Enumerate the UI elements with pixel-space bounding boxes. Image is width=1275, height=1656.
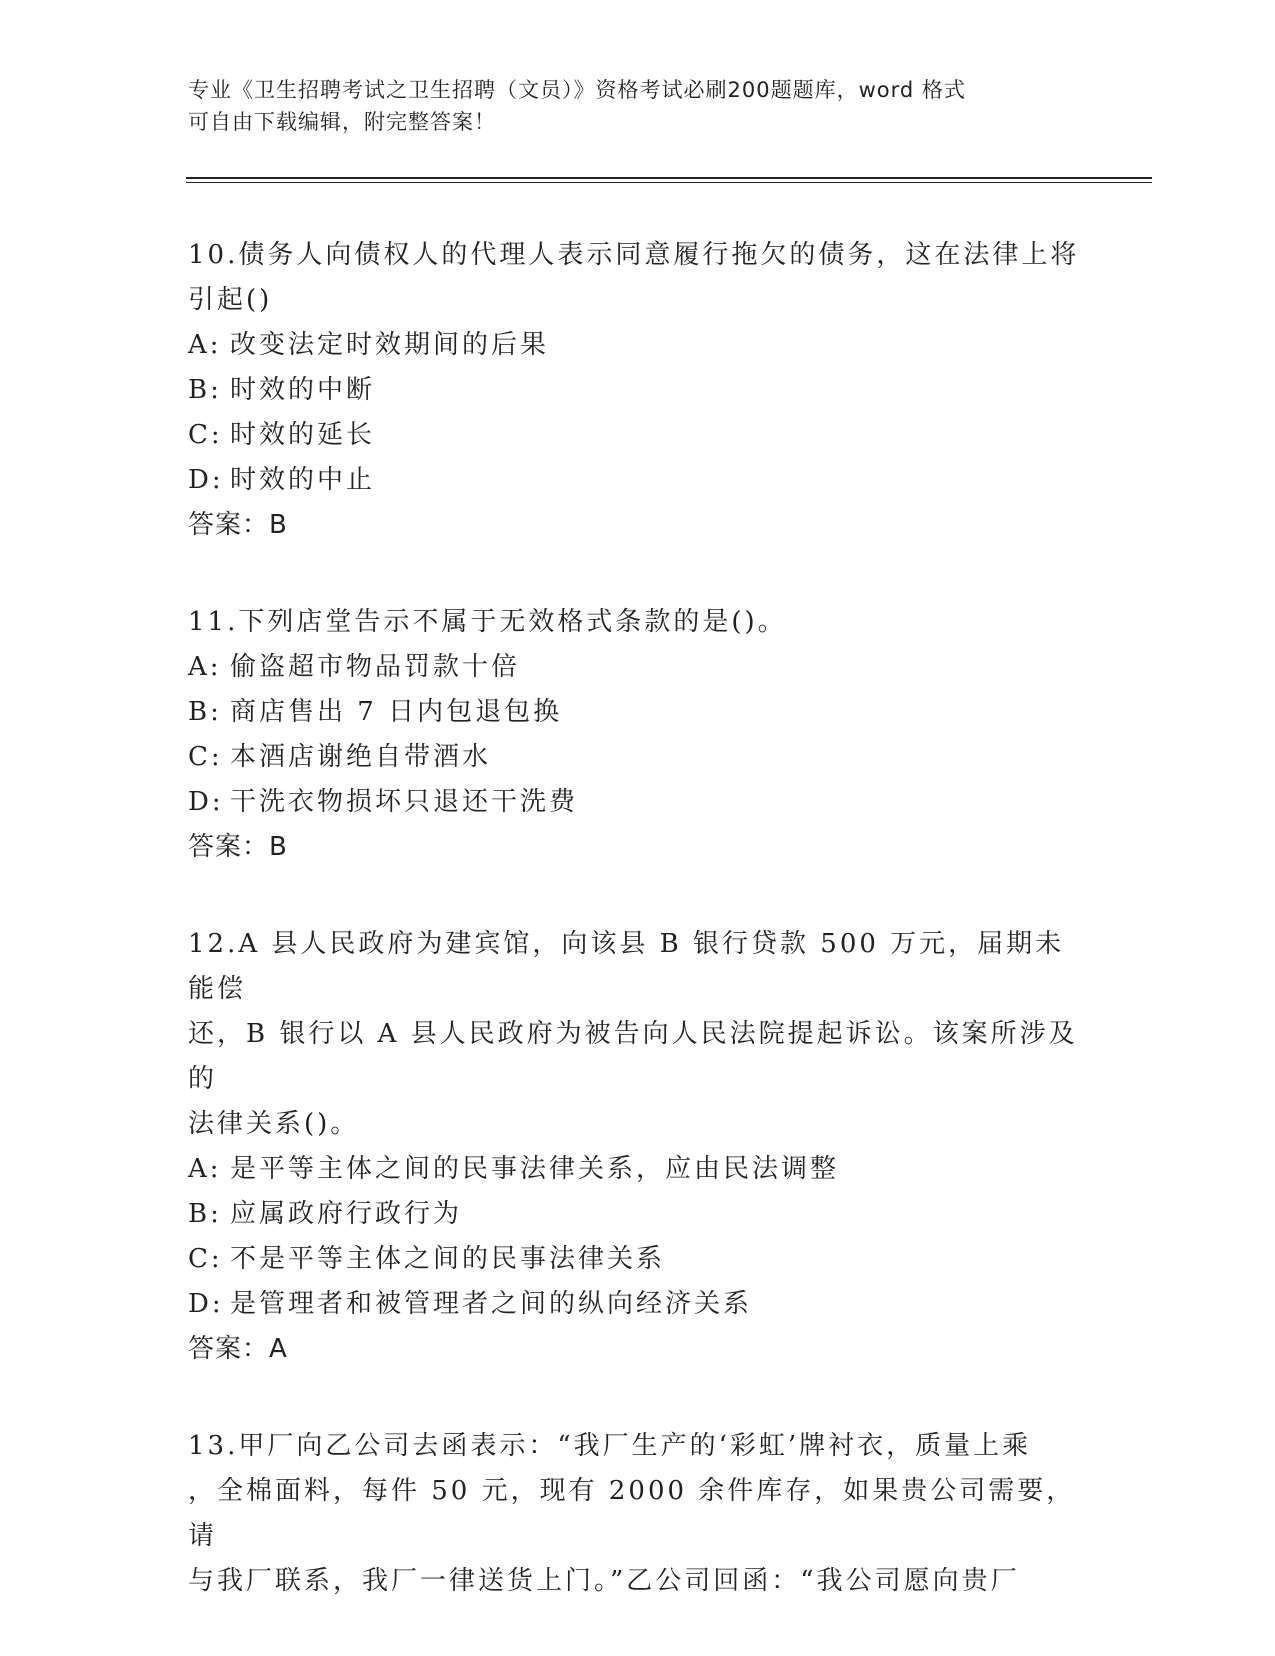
- option-text: 时效的中止: [230, 465, 376, 495]
- stem-line: ，全棉面料，每件 50 元，现有 2000 余件库存，如果贵公司需要，请: [188, 1476, 1076, 1551]
- option-c: [188, 413, 1088, 458]
- question-11: [188, 600, 1088, 870]
- option-text: 商店售出 7 日内包退包换: [230, 697, 563, 727]
- question-stem: [188, 600, 1088, 645]
- option-text: 是平等主体之间的民事法律关系，应由民法调整: [230, 1154, 840, 1184]
- option-b: [188, 368, 1088, 413]
- stem-line: 11.下列店堂告示不属于无效格式条款的是()。: [188, 607, 787, 637]
- option-letter: B:: [188, 1199, 222, 1229]
- question-stem: [188, 233, 1088, 323]
- option-letter: A:: [188, 330, 222, 360]
- option-text: 是管理者和被管理者之间的纵向经济关系: [230, 1289, 753, 1319]
- question-list: [188, 233, 1088, 1656]
- option-letter: A:: [188, 1154, 222, 1184]
- question-12: [188, 922, 1088, 1372]
- stem-line: 10.债务人向债权人的代理人表示同意履行拖欠的债务，这在法律上将: [188, 240, 1080, 270]
- question-10: [188, 233, 1088, 548]
- option-letter: C:: [188, 742, 223, 772]
- answer-line: 答案：B: [188, 832, 288, 862]
- stem-line: 引起(): [188, 285, 273, 315]
- option-letter: D:: [188, 465, 224, 495]
- option-d: [188, 458, 1088, 503]
- option-letter: D:: [188, 1289, 224, 1319]
- option-text: 干洗衣物损坏只退还干洗费: [230, 787, 579, 817]
- stem-line: 13.甲厂向乙公司去函表示：“我厂生产的‘彩虹’牌衬衣，质量上乘: [188, 1431, 1032, 1461]
- stem-line: 还，B 银行以 A 县人民政府为被告向人民法院提起诉讼。该案所涉及的: [188, 1019, 1078, 1094]
- option-a: [188, 323, 1088, 368]
- stem-line: 12.A 县人民政府为建宾馆，向该县 B 银行贷款 500 万元，届期未能偿: [188, 929, 1065, 1004]
- option-d: [188, 1282, 1088, 1327]
- answer-line: 答案：B: [188, 510, 288, 540]
- header-divider-thin: [186, 182, 1152, 183]
- header-divider-thick: [186, 177, 1152, 179]
- option-text: 不是平等主体之间的民事法律关系: [230, 1244, 666, 1274]
- option-text: 应属政府行政行为: [230, 1199, 463, 1229]
- option-text: 时效的中断: [230, 375, 376, 405]
- option-letter: B:: [188, 697, 222, 727]
- stem-line: 法律关系()。: [188, 1109, 360, 1139]
- option-b: [188, 690, 1088, 735]
- option-a: [188, 1147, 1088, 1192]
- option-letter: B:: [188, 375, 222, 405]
- option-c: [188, 735, 1088, 780]
- option-text: 时效的延长: [230, 420, 376, 450]
- option-letter: D:: [188, 787, 224, 817]
- option-b: [188, 1192, 1088, 1237]
- option-text: 偷盗超市物品罚款十倍: [230, 652, 521, 682]
- question-13: [188, 1424, 1088, 1604]
- option-d: [188, 780, 1088, 825]
- option-letter: C:: [188, 1244, 223, 1274]
- option-text: 改变法定时效期间的后果: [230, 330, 550, 360]
- stem-line: 与我厂联系，我厂一律送货上门。”乙公司回函：“我公司愿向贵厂: [188, 1566, 1020, 1596]
- option-letter: C:: [188, 420, 223, 450]
- option-c: [188, 1237, 1088, 1282]
- question-stem: [188, 1424, 1088, 1604]
- option-text: 本酒店谢绝自带酒水: [230, 742, 492, 772]
- question-stem: [188, 922, 1088, 1147]
- header-title-line-1: 专业《卫生招聘考试之卫生招聘（文员）》资格考试必刷200题题库，word 格式: [188, 78, 966, 102]
- option-letter: A:: [188, 652, 222, 682]
- option-a: [188, 645, 1088, 690]
- document-header: [188, 74, 1068, 138]
- header-title-line-2: 可自由下载编辑，附完整答案！: [188, 110, 496, 134]
- answer-line: 答案：A: [188, 1334, 288, 1364]
